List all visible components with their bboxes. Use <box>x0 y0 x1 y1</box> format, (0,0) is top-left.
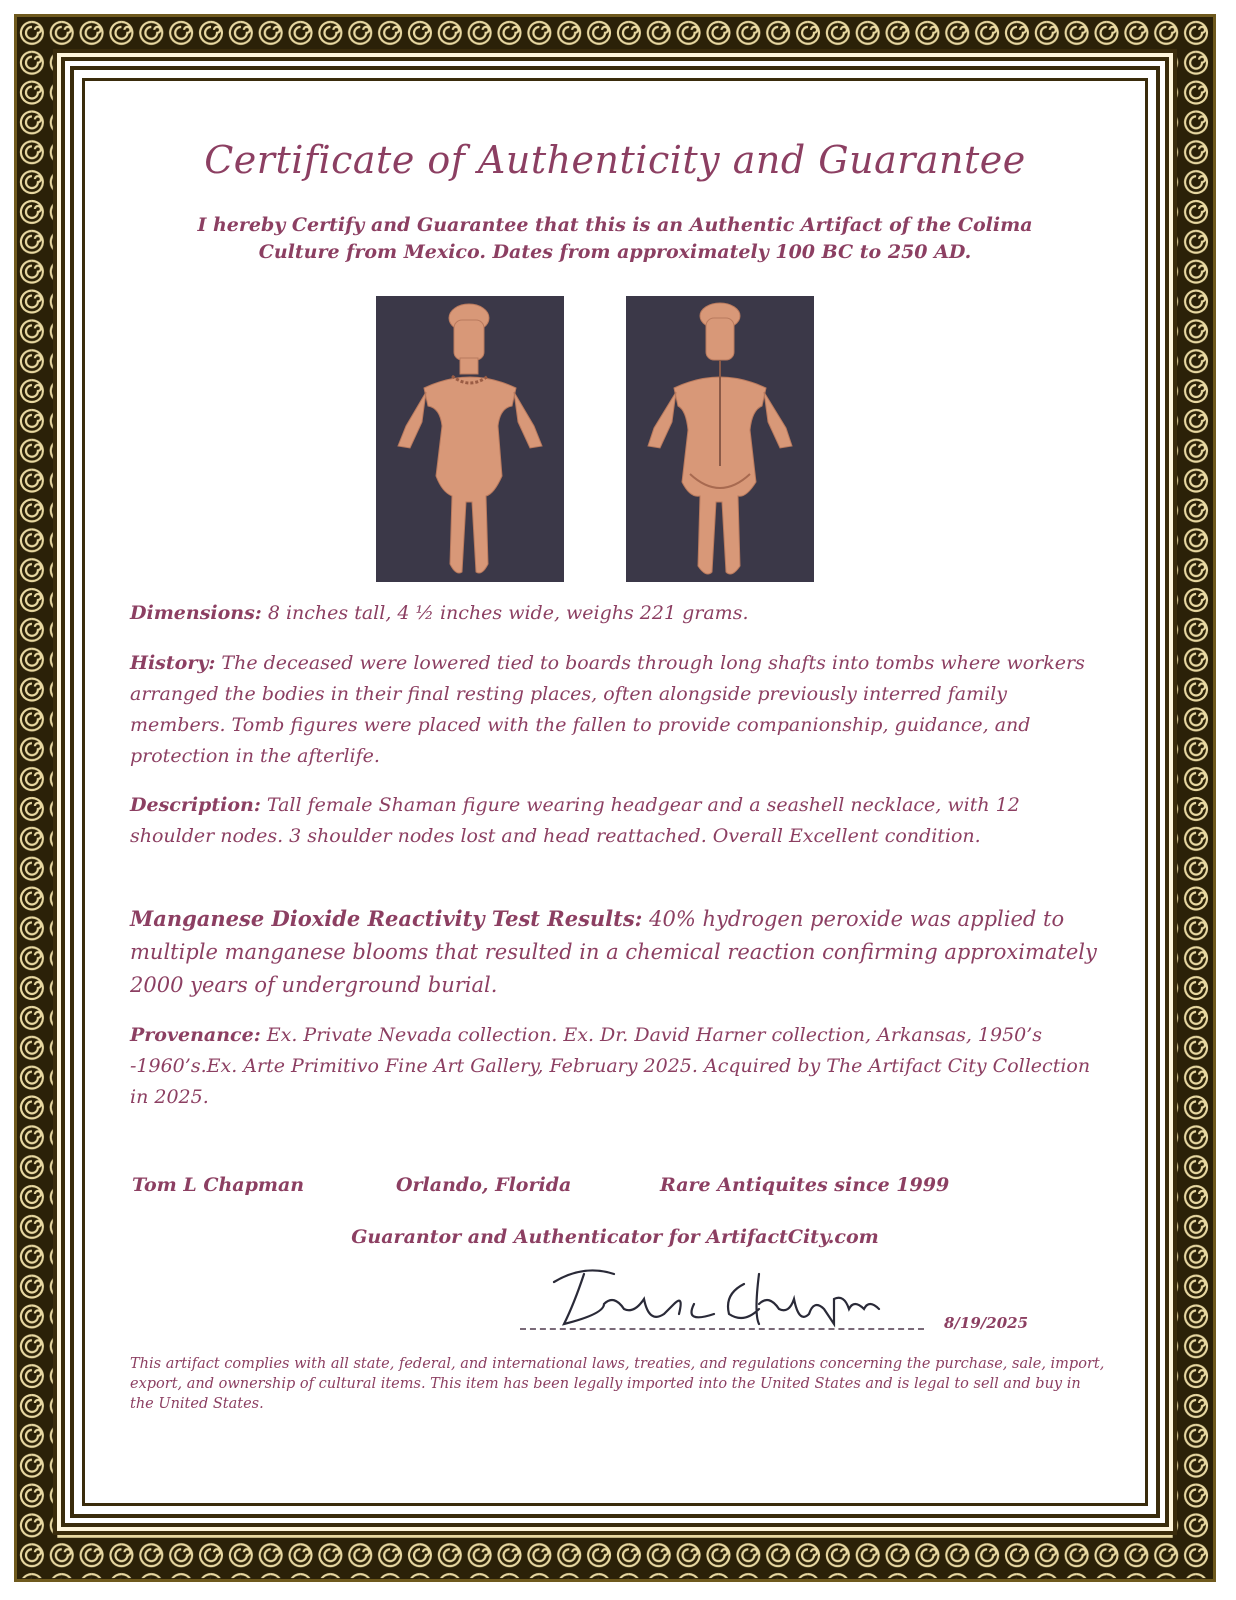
manganese-test-paragraph <box>130 902 1104 1002</box>
manganese-text: 40% hydrogen peroxide was applied to multiple manganese blooms that resulted in a chemical reaction confirming approximately 2000 years of underground burial. <box>130 907 1097 997</box>
certificate-intro <box>134 212 1096 266</box>
description-paragraph <box>130 790 1104 852</box>
artifact-photo-front <box>376 296 564 582</box>
dimensions-paragraph <box>130 598 1104 629</box>
intro-line-1: I hereby Certify and Guarantee that this is an Authentic Artifact of the Colima <box>197 214 1033 236</box>
dimensions-label: Dimensions: <box>130 602 262 624</box>
signature-line <box>520 1328 924 1330</box>
handwritten-signature <box>544 1254 904 1334</box>
signer-trade: Rare Antiquites since 1999 <box>660 1174 950 1196</box>
figure-front-image <box>376 296 564 582</box>
intro-line-2: Culture from Mexico. Dates from approximately 100 BC to 250 AD. <box>258 241 972 263</box>
description-label: Description: <box>130 794 261 816</box>
history-label: History: <box>130 652 216 674</box>
figure-back-image <box>626 296 814 582</box>
dimensions-text: 8 inches tall, 4 ½ inches wide, weighs 221 grams. <box>261 602 749 624</box>
history-paragraph <box>130 648 1104 772</box>
guarantor-line: Guarantor and Authenticator for ArtifactCity.com <box>351 1226 879 1248</box>
signer-name: Tom L Chapman <box>132 1174 305 1196</box>
provenance-text: Ex. Private Nevada collection. Ex. Dr. David Harner collection, Arkansas, 1950’s -1960’s.Ex. Arte Primitivo Fine Art Gallery, February 2025. Acquired by The Artifact City Collection in 2025. <box>130 1024 1091 1108</box>
artifact-photo-back <box>626 296 814 582</box>
provenance-label: Provenance: <box>130 1024 261 1046</box>
certificate-title: Certificate of Authenticity and Guarantee <box>204 138 1026 182</box>
legal-disclaimer: This artifact complies with all state, federal, and international laws, treaties, and regulations concerning the purchase, sale, import, export, and ownership of cultural items. This item has been legally imported into the United States and is legal to sell and buy in the United States. <box>130 1356 1105 1412</box>
signature-date: 8/19/2025 <box>944 1314 1029 1332</box>
provenance-paragraph <box>130 1020 1104 1113</box>
description-text: Tall female Shaman figure wearing headgear and a seashell necklace, with 12 shoulder nodes. 3 shoulder nodes lost and head reattached. Overall Excellent condition. <box>130 794 1020 847</box>
history-text: The deceased were lowered tied to boards through long shafts into tombs where workers arranged the bodies in their final resting places, often alongside previously interred family members. Tomb figures were placed with the fallen to provide companionship, guidance, and protection in the afterlife. <box>130 652 1085 767</box>
signer-city: Orlando, Florida <box>396 1174 572 1196</box>
certificate-body <box>70 66 1160 1518</box>
manganese-label: Manganese Dioxide Reactivity Test Results: <box>130 906 643 931</box>
